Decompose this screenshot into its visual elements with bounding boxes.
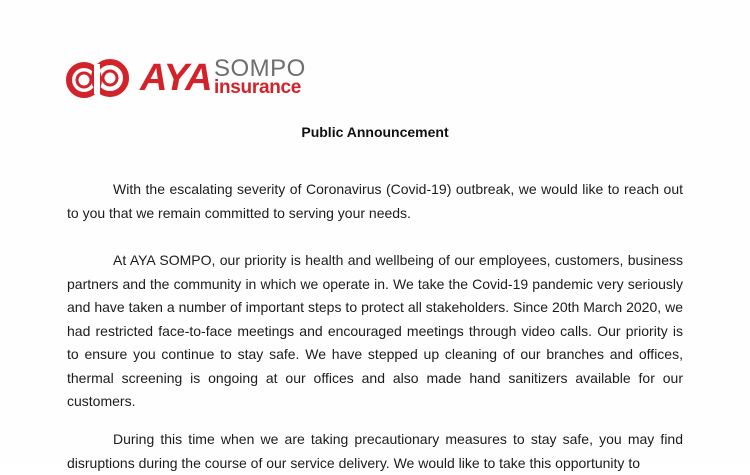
aya-logo-mark-icon [66, 58, 138, 98]
paragraph-2 [67, 249, 683, 414]
paragraph-3 [67, 428, 683, 475]
brand-name-insurance: insurance [214, 77, 302, 98]
company-logo [66, 56, 326, 102]
announcement-title: Public Announcement [301, 124, 449, 140]
paragraph-1-text: With the escalating severity of Coronavirus (Covid-19) outbreak, we would like to reach out to you that we remain committed to serving your needs. [67, 181, 683, 221]
brand-name-sompo: SOMPO [214, 55, 306, 82]
brand-name-aya: AYA [140, 57, 212, 99]
paragraph-2-text: At AYA SOMPO, our priority is health and wellbeing of our employees, customers, business partners and the community in which we operate in. We take the Covid-19 pandemic very seriously and have taken a number of important steps to protect all stakeholders. Since 20th March 2020, we had restricted face-to-face meetings and encouraged meetings through video calls. Our priority is to ensure you continue to stay safe. We have stepped up cleaning of our branches and offices, thermal screening is ongoing at our offices and also made hand sanitizers available for our customers. [67, 252, 683, 409]
paragraph-1 [67, 178, 683, 225]
paragraph-3-text: During this time when we are taking precautionary measures to stay safe, you may find disruptions during the course of our service delivery. We would like to take this opportunity to [67, 431, 683, 471]
